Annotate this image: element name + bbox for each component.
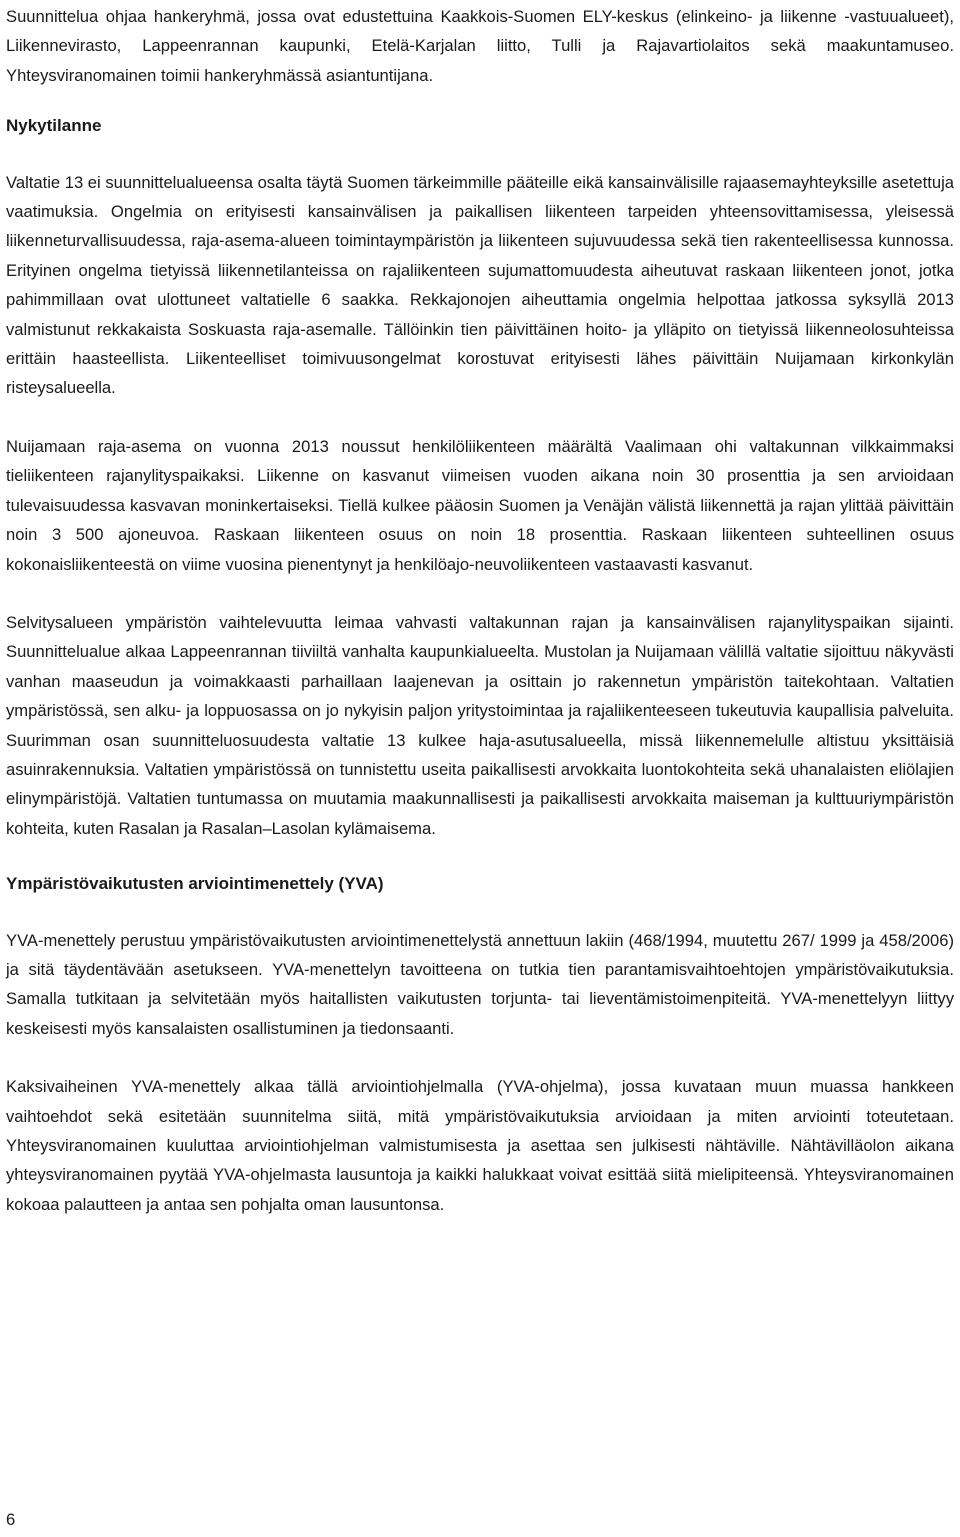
heading-nykytilanne: Nykytilanne bbox=[6, 116, 102, 136]
paragraph-yva-2: Kaksivaiheinen YVA-menettely alkaa tällä arviointiohjelmalla (YVA-ohjelma), jossa kuvataan muun muassa hankkeen vaihtoehdot sekä esitetään suunnitelma siitä, mitä ympäristövaikutuksia arvioidaan ja miten arviointi toteutetaan. Yhteysviranomainen kuuluttaa arviointiohjelman valmistumisesta ja asettaa sen julkisesti nähtäville. Nähtävilläolon aikana yhteysviranomainen pyytää YVA-ohjelmasta lausuntoja ja kaikki halukkaat voivat esittää siitä mielipiteensä. Yhteysviranomainen kokoaa palautteen ja antaa sen pohjalta oman lausuntonsa. bbox=[6, 1077, 954, 1214]
intro-paragraph: Suunnittelua ohjaa hankeryhmä, jossa ovat edustettuina Kaakkois-Suomen ELY-keskus (elinkeino- ja liikenne -vastuualueet), Liikennevirasto, Lappeenrannan kaupunki, Etelä-Karjalan liitto, Tulli ja Rajavartiolaitos sekä maakuntamuseo. Yhteysviranomainen toimii hankeryhmässä asiantuntijana. bbox=[6, 7, 954, 85]
document-page bbox=[6, 2, 954, 1219]
paragraph-nykytilanne-3: Selvitysalueen ympäristön vaihtelevuutta leimaa vahvasti valtakunnan rajan ja kansainvälisen rajanylityspaikan sijainti. Suunnittelualue alkaa Lappeenrannan tiiviiltä vanhalta kaupunkialueelta. Mustolan ja Nuijamaan välillä valtatie sijoittuu näkyvästi vanhan maaseudun ja voimakkaasti parhaillaan laajenevan ja osittain jo rakennetun ympäristön taitekohtaan. Valtatien ympäristössä, sen alku- ja loppuosassa on jo nykyisin paljon yritystoimintaa ja rajaliikenteeseen tukeutuvia kaupallisia palveluita. Suurimman osan suunnitteluosuudesta valtatie 13 kulkee haja-asutusalueella, missä liikennemelulle altistuu yksittäisiä asuinrakennuksia. Valtatien ympäristössä on tunnistettu useita paikallisesti arvokkaita luontokohteita sekä uhanalaisten eliölajien elinympäristöjä. Valtatien tuntumassa on muutamia maakunnallisesti ja paikallisesti arvokkaita maiseman ja kulttuuriympäristön kohteita, kuten Rasalan ja Rasalan–Lasolan kylämaisema. bbox=[6, 612, 954, 838]
page-number: 6 bbox=[6, 1510, 16, 1529]
heading-yva: Ympäristövaikutusten arviointimenettely (YVA) bbox=[6, 874, 384, 894]
paragraph-nykytilanne-1: Valtatie 13 ei suunnittelualueensa osalta täytä Suomen tärkeimmille pääteille eikä kansainvälisille rajaasemayhteyksille asetettuja vaatimuksia. Ongelmia on erityisesti kansainvälisen ja paikallisen liikenteen tarpeiden yhteensovittamisessa, yleisessä liikenneturvallisuudessa, raja-asema-alueen toimintaympäristön ja liikenteen sujuvuudessa sekä tien rakenteellisessa kunnossa. Erityinen ongelma tietyissä liikennetilanteissa on rajaliikenteen sujumattomuudesta aiheutuvat raskaan liikenteen jonot, jotka pahimmillaan ovat ulottuneet valtatielle 6 saakka. Rekkajonojen aiheuttamia ongelmia helpottaa jatkossa syksyllä 2013 valmistunut rekkakaista Soskuasta raja-asemalle. Tällöinkin tien päivittäinen hoito- ja ylläpito on tietyissä liikenneolosuhteissa erittäin haasteellista. Liikenteelliset toimivuusongelmat korostuvat erityisesti lähes päivittäin Nuijamaan kirkonkylän risteysalueella. bbox=[6, 172, 954, 398]
paragraph-nykytilanne-2: Nuijamaan raja-asema on vuonna 2013 noussut henkilöliikenteen määrältä Vaalimaan ohi valtakunnan vilkkaimmaksi tieliikenteen rajanylityspaikaksi. Liikenne on kasvanut viimeisen vuoden aikana noin 30 prosenttia ja sen arvioidaan tulevaisuudessa kasvavan moninkertaiseksi. Tiellä kulkee pääosin Suomen ja Venäjän välistä liikennettä ja rajan ylittää päivittäin noin 3 500 ajoneuvoa. Raskaan liikenteen osuus on noin 18 prosenttia. Raskaan liikenteen suhteellinen osuus kokonaisliikenteestä on viime vuosina pienentynyt ja henkilöajo-neuvoliikenteen vastaavasti kasvanut. bbox=[6, 436, 954, 574]
paragraph-yva-1: YVA-menettely perustuu ympäristövaikutusten arviointimenettelystä annettuun lakiin (468/1994, muutettu 267/ 1999 ja 458/2006) ja sitä täydentävään asetukseen. YVA-menettelyn tavoitteena on tutkia tien parantamisvaihtoehtojen ympäristövaikutuksia. Samalla tutkitaan ja selvitetään myös haitallisten vaikutusten torjunta- tai lieventämistoimenpiteitä. YVA-menettelyyn liittyy keskeisesti myös kansalaisten osallistuminen ja tiedonsaanti. bbox=[6, 930, 954, 1038]
